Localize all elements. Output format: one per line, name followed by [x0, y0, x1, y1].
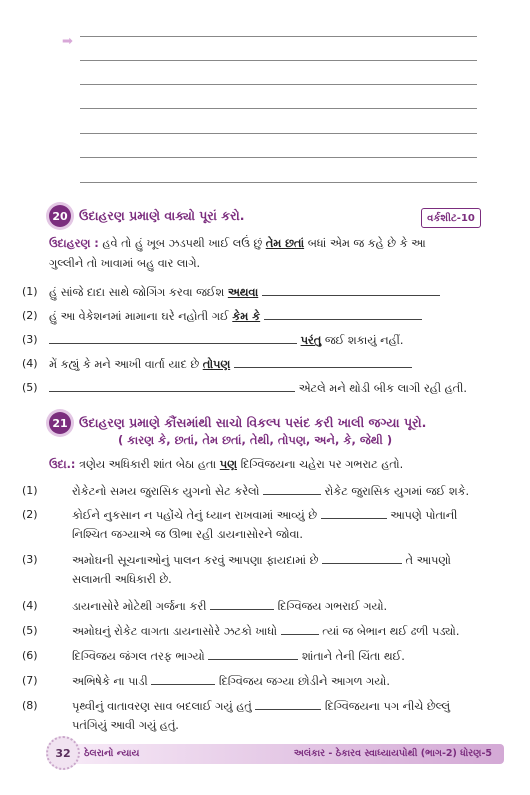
writing-line: [80, 36, 477, 37]
sentence-item: [72, 649, 405, 664]
answer-blank[interactable]: [262, 285, 440, 296]
example-label: ઉદા.:: [49, 458, 76, 471]
sentence-text: પૃથ્વીનું વાતાવરણ સાવ બદલાઈ ગયું હતું: [72, 700, 252, 713]
item-number: (3): [22, 333, 38, 346]
sentence-text: મેં કહ્યું કે મને આખી વાર્તા યાદ છે: [49, 358, 200, 371]
example-line-2: ગુલ્લીને તો ખાવામાં બહુ વાર લાગે.: [49, 257, 201, 270]
sentence-text: કોઈને નુકસાન ન પહોંચે તેનું ધ્યાન રાખવામાં આવ્યું છે: [72, 509, 317, 522]
sentence-text: શાંતાને તેની ચિંતા થઈ.: [301, 650, 405, 663]
example-line: [49, 237, 426, 251]
sentence-text: દિગ્વિજય ગભરાઈ ગયો.: [277, 600, 388, 613]
section-title: ઉદાહરણ પ્રમાણે વાક્યો પૂરાં કરો.: [79, 208, 245, 223]
sentence-item: [72, 599, 387, 614]
answer-blank[interactable]: [234, 357, 412, 368]
section-number-badge: 20: [49, 205, 71, 227]
footer-book-title: અલંકાર - ઠેકારવ સ્વાધ્યાયપોથી (ભાગ-2) ધોરણ-5: [293, 748, 492, 759]
section-20-header: [49, 203, 244, 229]
answer-blank[interactable]: [255, 699, 321, 710]
item-number: (4): [22, 357, 38, 370]
sentence-text: તે આપણો: [405, 554, 451, 567]
connector-word: અથવા: [227, 286, 259, 299]
item-number: (5): [22, 624, 38, 637]
sentence-continuation: પતંગિયું આવી ગયું હતું.: [72, 719, 179, 732]
sentence-text: દિગ્વિજયના પગ નીચે છેલ્લું: [324, 700, 451, 713]
sentence-continuation: સલામતી અધિકારી છે.: [72, 573, 172, 586]
sentence-text: દિગ્વિજય જગ્યા છોડીને આગળ ગયો.: [218, 675, 390, 688]
arrow-icon: ➡: [62, 34, 73, 49]
sentence-text: દિગ્વિજય જંગલ તરફ ભાગ્યો: [72, 650, 205, 663]
item-number: (1): [22, 484, 38, 497]
answer-blank[interactable]: [264, 309, 422, 320]
footer-chapter-title: ઠેલરાનો ન્યાય: [84, 748, 140, 759]
writing-line: [80, 60, 477, 61]
sentence-item: [72, 553, 451, 568]
answer-blank[interactable]: [281, 624, 319, 635]
section-title: ઉદાહરણ પ્રમાણે કૌંસમાંથી સાચો વિકલ્પ પસંદ કરી ખાલી જગ્યા પૂરો.: [79, 415, 427, 430]
example-answer: પણ: [219, 458, 237, 471]
answer-blank[interactable]: [210, 599, 274, 610]
sentence-item: [72, 699, 450, 714]
sentence-text: ત્યાં જ બેભાન થઈ ઢળી પડ્યો.: [322, 625, 460, 638]
connector-word: તોપણ: [202, 358, 231, 371]
answer-blank[interactable]: [49, 333, 297, 344]
answer-blank[interactable]: [321, 508, 387, 519]
sentence-text: એટલે મને થોડી બીક લાગી રહી હતી.: [298, 382, 467, 395]
sentence-text: જઈ શકાયું નહીં.: [324, 334, 404, 347]
sentence-item: [72, 508, 457, 523]
sentence-item: [49, 285, 440, 300]
sentence-item: [49, 357, 412, 372]
answer-blank[interactable]: [263, 484, 321, 495]
example-text: દિગ્વિજયના ચહેરા પર ગભરાટ હતો.: [240, 458, 404, 471]
options-list: ( કારણ કે, છતાં, તેમ છતાં, તેથી, તોપણ, અને, કે, જેથી ): [118, 433, 393, 447]
answer-blank[interactable]: [208, 649, 298, 660]
example-line: [49, 458, 403, 472]
example-text: ત્રણેય અધિકારી શાંત બેઠા હતા: [79, 458, 217, 471]
answer-blank[interactable]: [322, 553, 402, 564]
section-number-badge: 21: [49, 412, 71, 434]
sentence-text: આપણે પોતાની: [390, 509, 458, 522]
writing-line: [80, 133, 477, 134]
writing-line: [80, 108, 477, 109]
connector-word: કેમ કે: [232, 310, 261, 323]
page-footer: [46, 736, 504, 766]
item-number: (1): [22, 285, 38, 298]
writing-line: [80, 157, 477, 158]
example-answer: તેમ છતાં: [265, 237, 305, 250]
item-number: (4): [22, 599, 38, 612]
sentence-item: [72, 624, 459, 639]
item-number: (7): [22, 674, 38, 687]
sentence-text: ડાયનાસોરે મોટેથી ગર્જના કરી: [72, 600, 207, 613]
answer-blank[interactable]: [49, 381, 295, 392]
sentence-item: [49, 309, 422, 324]
writing-line: [80, 182, 477, 183]
item-number: (2): [22, 309, 38, 322]
example-text: બધાં એમ જ કહે છે કે આ: [307, 237, 426, 250]
sentence-text: અભિષેકે ના પાડી: [72, 675, 148, 688]
sentence-text: હું આ વેકેશનમાં મામાના ઘરે નહોતી ગઈ: [49, 310, 229, 323]
sentence-item: [72, 484, 469, 499]
item-number: (6): [22, 649, 38, 662]
sentence-item: [72, 674, 390, 689]
answer-blank[interactable]: [151, 674, 215, 685]
item-number: (2): [22, 508, 38, 521]
item-number: (8): [22, 699, 38, 712]
item-number: (3): [22, 553, 38, 566]
sentence-continuation: નિશ્ચિત જગ્યાએ જ ઊભા રહી ડાયનાસોરને જોવા.: [72, 528, 303, 541]
sentence-text: અમોઘનું રોકેટ વાગતા ડાયનાસોરે ઝટકો ખાધો: [72, 625, 278, 638]
worksheet-badge: વર્કશીટ-10: [421, 208, 481, 228]
item-number: (5): [22, 381, 38, 394]
sentence-text: હું સાંજે દાદા સાથે જોગિંગ કરવા જઈશ: [49, 286, 225, 299]
sentence-text: રોકેટ જુરાસિક યુગમાં જઈ શકે.: [324, 485, 470, 498]
sentence-item: [49, 333, 403, 348]
connector-word: પરંતુ: [300, 334, 322, 347]
writing-line: [80, 84, 477, 85]
sentence-text: અમોઘની સૂચનાઓનું પાલન કરવું આપણા ફાયદામાં છે: [72, 554, 319, 567]
example-label: ઉદાહરણ :: [49, 237, 99, 250]
page-number: 32: [46, 736, 80, 770]
example-text: હવે તો હું ખૂબ ઝડપથી ખાઈ લઉં છું: [102, 237, 263, 250]
sentence-item: [49, 381, 467, 396]
sentence-text: રોકેટનો સમય જુરાસિક યુગનો સેટ કરેલો: [72, 485, 260, 498]
